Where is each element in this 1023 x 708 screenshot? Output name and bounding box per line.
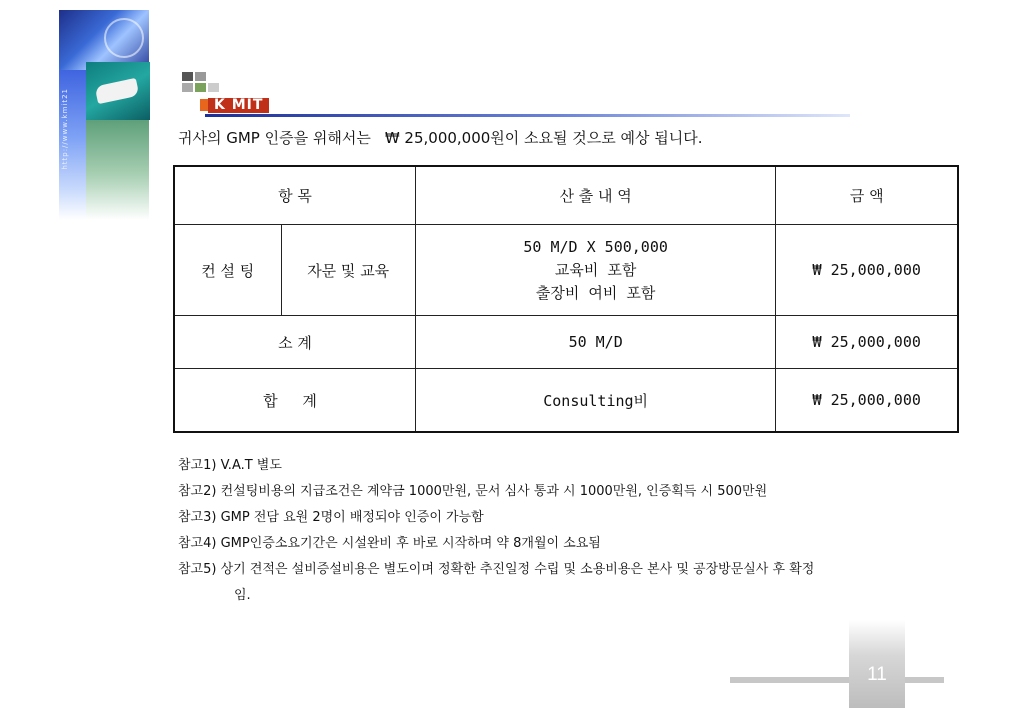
note-item: 참고2) 컨설팅비용의 지급조건은 계약금 1000만원, 문서 심사 통과 시 1000만원, 인증획득 시 500만원: [178, 484, 768, 499]
note-item: 참고3) GMP 전담 요원 2명이 배정되야 인증이 가능함: [178, 510, 484, 525]
handshake-photo: [86, 62, 150, 120]
table-header-row: [174, 166, 958, 225]
tech-photo: [59, 10, 149, 70]
table-row-subtotal: [174, 316, 958, 369]
cost-table: [173, 165, 959, 433]
header-rule: [205, 114, 850, 117]
cell-total-label: 합 계: [174, 369, 415, 433]
detail-line: 교육비 포함: [554, 260, 637, 279]
strip-url-text: http://www.kmit21: [61, 88, 69, 170]
green-gradient-block: [86, 120, 149, 220]
cell-amount: ₩ 25,000,000: [776, 225, 958, 316]
table-row-consulting: [174, 225, 958, 316]
header-detail: 산 출 내 역: [415, 166, 776, 225]
cell-total-detail: Consulting비: [415, 369, 776, 433]
cell-subitem: 자문 및 교육: [281, 225, 415, 316]
detail-line: 출장비 여비 포함: [535, 283, 656, 302]
intro-text: 귀사의 GMP 인증을 위해서는: [178, 129, 371, 147]
logo-text: K MIT: [208, 98, 269, 113]
blue-gradient-strip: [59, 70, 87, 220]
header-amount: 금 액: [776, 166, 958, 225]
cell-detail: [415, 225, 776, 316]
page-number-bar: [730, 677, 944, 683]
header-item: 항 목: [174, 166, 415, 225]
note-item: 참고4) GMP인증소요기간은 시설완비 후 바로 시작하며 약 8개월이 소요됨: [178, 536, 601, 551]
intro-sentence: [178, 127, 703, 148]
note-continuation: 임.: [234, 588, 251, 603]
intro-amount: ₩ 25,000,000원이 소요될 것으로 예상 됩니다.: [384, 129, 703, 147]
cell-subtotal-amount: ₩ 25,000,000: [776, 316, 958, 369]
table-row-total: [174, 369, 958, 433]
cell-category: 컨 설 팅: [174, 225, 281, 316]
kmit-logo: [182, 72, 302, 118]
cell-subtotal-label: 소 계: [174, 316, 415, 369]
cell-subtotal-detail: 50 M/D: [415, 316, 776, 369]
detail-line: 50 M/D X 500,000: [523, 237, 668, 256]
decorative-header-image: [59, 10, 149, 220]
note-item: 참고1) V.A.T 별도: [178, 458, 282, 473]
note-item: 참고5) 상기 견적은 설비증설비용은 별도이며 정확한 추진일정 수립 및 소용비용은 본사 및 공장방문실사 후 확정: [178, 562, 815, 577]
cell-total-amount: ₩ 25,000,000: [776, 369, 958, 433]
page-number: 11: [867, 664, 887, 685]
notes-list: [178, 456, 814, 612]
